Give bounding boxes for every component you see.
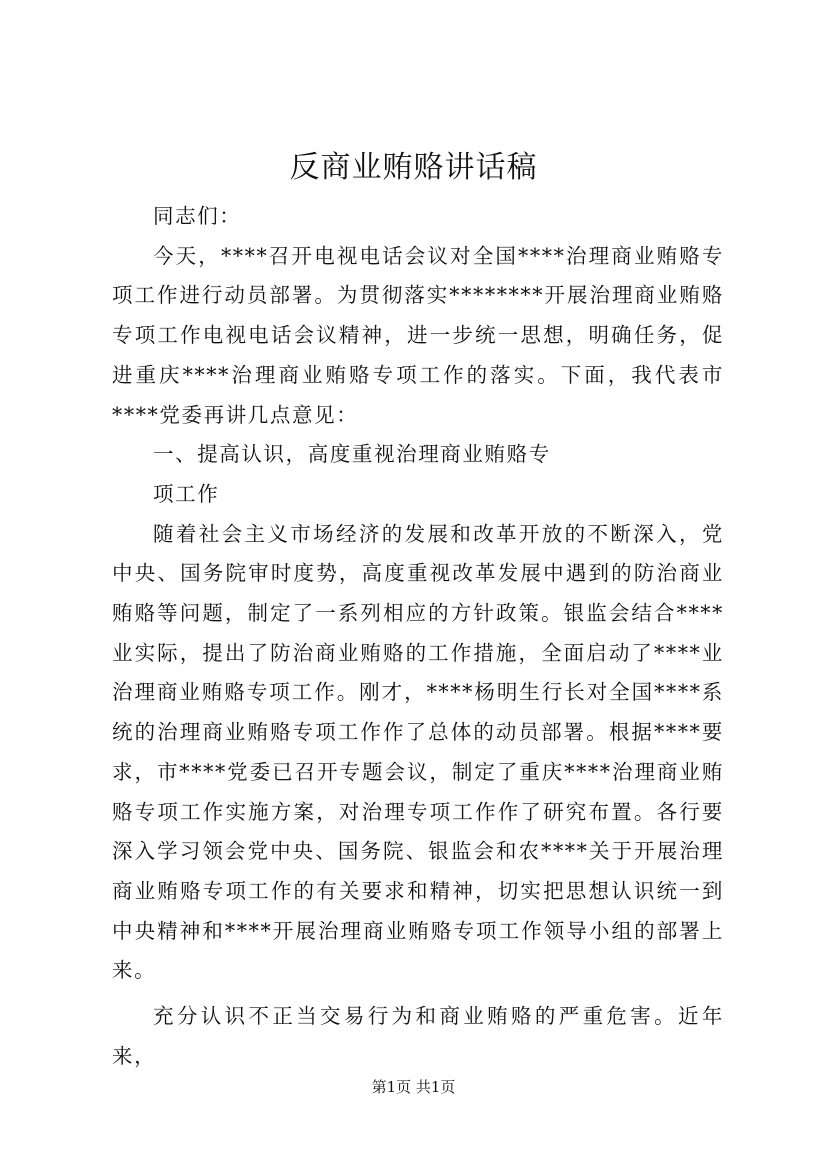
section-heading-continuation: 项工作: [153, 481, 220, 506]
body-paragraph: 随着社会主义市场经济的发展和改革开放的不断深入，党中央、国务院审时度势，高度重视改革发展中遇到的防治商业贿赂等问题，制定了一系列相应的方针政策。银监会结合****业实际，提出了防治商业贿赂的工作措施，全面启动了****业治理商业贿赂专项工作。刚才，****杨明生行长对全国****系统的治理商业贿赂专项工作作了总体的动员部署。根据****要求，市****党委已召开专题会议，制定了重庆****治理商业贿赂专项工作实施方案，对治理专项工作作了研究布置。各行要深入学习领会党中央、国务院、银监会和农****关于开展治理商业贿赂专项工作的有关要求和精神，切实把思想认识统一到中央精神和****开展治理商业贿赂专项工作领导小组的部署上来。: [112, 521, 724, 983]
document-title: 反商业贿赂讲话稿: [289, 150, 538, 185]
document-body: [112, 197, 724, 1076]
salutation-paragraph: 同志们：: [153, 204, 242, 228]
body-paragraph: 充分认识不正当交易行为和商业贿赂的严重危害。近年来，: [112, 1004, 724, 1068]
section-heading: 一、提高认识，高度重视治理商业贿赂专: [153, 442, 551, 467]
body-paragraph: 今天，****召开电视电话会议对全国****治理商业贿赂专项工作进行动员部署。为贯彻落实********开展治理商业贿赂专项工作电视电话会议精神，进一步统一思想，明确任务，促进重庆****治理商业贿赂专项工作的落实。下面，我代表市****党委再讲几点意见：: [112, 243, 724, 427]
page-number-footer: 第1页 共1页: [371, 1078, 456, 1096]
